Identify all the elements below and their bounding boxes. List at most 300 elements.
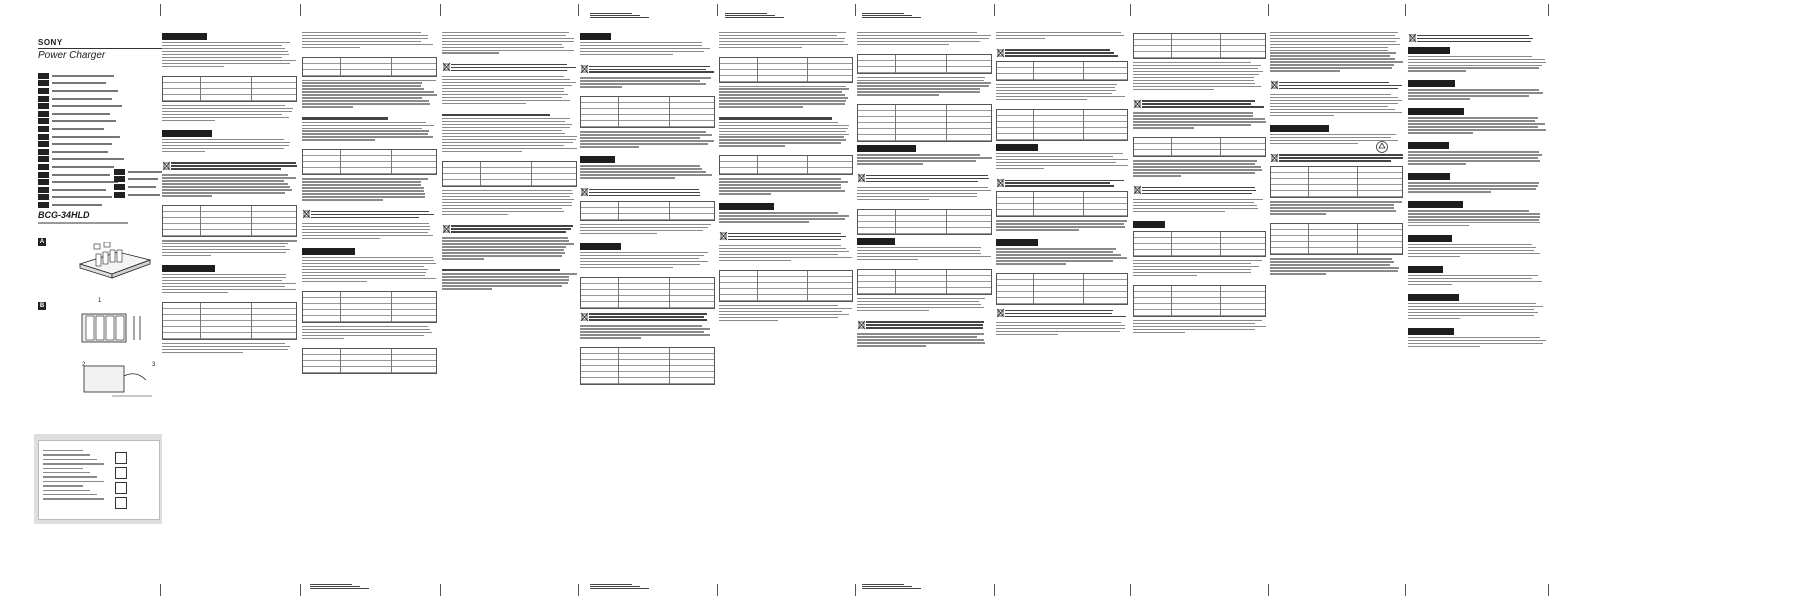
table-divider: [895, 210, 896, 234]
text-column: [442, 30, 577, 570]
warning-block: [580, 187, 715, 198]
body-text-line: [1270, 201, 1402, 202]
paragraph-gap: [1408, 166, 1546, 170]
warning-block: [1133, 185, 1266, 196]
body-text-line: [162, 54, 289, 55]
body-text-line: [719, 47, 802, 48]
body-text-line: [1408, 191, 1491, 192]
body-text-line: [857, 94, 939, 95]
body-text-line: [302, 130, 429, 131]
paragraph-gap: [1270, 276, 1403, 280]
body-text-line: [1133, 62, 1251, 63]
language-code-badge: [38, 194, 49, 200]
body-text-line: [719, 193, 771, 194]
body-text-line: [1270, 94, 1391, 95]
body-text-line: [857, 80, 984, 81]
body-text-line: [719, 218, 845, 219]
body-text-line: [580, 51, 704, 52]
warning-text: [1279, 153, 1403, 164]
section-heading-bar: [1133, 221, 1165, 228]
warning-text: [451, 62, 577, 73]
body-text-line: [162, 42, 290, 43]
body-text-line: [996, 96, 1125, 97]
body-text-line: [442, 127, 570, 128]
body-text-line: [580, 227, 708, 228]
language-code-badge: [114, 169, 125, 175]
crossed-out-wheelie-bin-icon: [1408, 33, 1417, 43]
paragraph-gap: [1133, 335, 1266, 339]
warning-text-line: [1005, 185, 1114, 186]
body-text-line: [1408, 225, 1469, 226]
body-text-line: [719, 305, 838, 306]
page-header-block: [862, 12, 932, 19]
body-text-line: [719, 38, 845, 39]
body-text-line: [719, 245, 841, 246]
warning-text-line: [589, 313, 707, 314]
table-divider: [200, 303, 201, 339]
paragraph-gap: [996, 232, 1128, 236]
warning-text-line: [1142, 187, 1255, 188]
spec-table: [857, 104, 992, 142]
spec-table-row: [858, 135, 991, 141]
body-text-line: [442, 94, 568, 95]
body-text-line: [857, 298, 985, 299]
paragraph-gap: [857, 202, 992, 206]
warning-text-line: [1417, 38, 1533, 39]
body-text-line: [1408, 210, 1529, 211]
paragraph-gap: [442, 261, 577, 265]
body-text-line: [1133, 211, 1225, 212]
spec-table: [1133, 33, 1266, 59]
body-text-line: [580, 255, 704, 256]
warning-text: [866, 173, 992, 184]
body-text-line: [1408, 56, 1532, 57]
body-text-line: [442, 44, 562, 45]
language-name-line: [128, 194, 160, 196]
table-divider: [1220, 232, 1221, 256]
table-divider: [946, 210, 947, 234]
body-text-line: [442, 35, 566, 36]
body-text-line: [857, 339, 984, 340]
warning-text-line: [171, 168, 281, 169]
body-text-line: [1133, 332, 1185, 333]
language-code-badge: [38, 149, 49, 155]
body-text-line: [1270, 97, 1398, 98]
body-text-line: [719, 131, 846, 132]
body-text-line: [302, 275, 425, 276]
warning-text-line: [728, 236, 846, 237]
section-heading-bar: [857, 145, 916, 152]
body-text-line: [302, 187, 424, 188]
section-heading-bar: [302, 248, 355, 255]
page-header-line: [862, 17, 921, 18]
warning-text-line: [1142, 106, 1264, 107]
table-divider: [391, 292, 392, 322]
body-text-line: [162, 45, 282, 46]
spec-table-row: [303, 367, 436, 373]
body-text-line: [442, 133, 565, 134]
body-text-line: [996, 257, 1127, 258]
body-text-line: [1270, 261, 1394, 262]
body-text-line: [1270, 50, 1388, 51]
spec-table-row: [303, 168, 436, 174]
crossed-out-wheelie-bin-icon: [580, 64, 589, 74]
paragraph-gap: [857, 348, 992, 352]
warning-text-line: [589, 316, 704, 317]
body-text-line: [857, 77, 985, 78]
body-text-line: [302, 193, 425, 194]
spec-table-row: [1134, 150, 1265, 156]
body-text-line: [719, 91, 842, 92]
paragraph-gap: [1408, 287, 1546, 291]
language-code-badge: [114, 192, 125, 198]
fold-mark-top: [717, 4, 718, 16]
body-text-line: [162, 183, 288, 184]
warning-text-line: [1005, 182, 1110, 183]
section-heading-bar: [580, 33, 611, 40]
paragraph-gap: [1408, 349, 1546, 353]
body-text-line: [996, 32, 1121, 33]
text-column: [1408, 30, 1546, 570]
warning-text-line: [1005, 55, 1118, 56]
page-header-line: [590, 13, 632, 14]
warning-text: [1279, 80, 1403, 91]
body-text-line: [1270, 134, 1396, 135]
crossed-out-wheelie-bin-icon: [1133, 99, 1142, 109]
warning-text-line: [866, 178, 989, 179]
body-text-line: [1408, 62, 1546, 63]
body-text-line: [162, 249, 290, 250]
body-text-line: [1133, 86, 1261, 87]
table-divider: [1033, 110, 1034, 140]
body-text-line: [442, 258, 484, 259]
body-text-line: [1408, 160, 1540, 161]
language-code-badge: [38, 73, 49, 79]
body-text-line: [162, 195, 212, 196]
language-name-line: [52, 143, 112, 145]
warning-text-line: [1005, 180, 1124, 181]
warning-text: [589, 187, 715, 198]
callout-2: 2: [82, 362, 86, 368]
label-text-line: [43, 498, 104, 499]
warning-text-line: [1279, 154, 1403, 155]
body-text-line: [1270, 44, 1400, 45]
spec-table-row: [581, 214, 714, 220]
body-text-line: [1133, 326, 1266, 327]
body-text-line: [580, 165, 700, 166]
section-heading-bar: [1408, 294, 1459, 301]
page-header-line: [310, 586, 360, 587]
body-text-line: [302, 338, 344, 339]
label-text-line: [43, 459, 97, 460]
page-header-line: [310, 584, 352, 585]
body-text-line: [162, 180, 284, 181]
body-text-line: [302, 226, 430, 227]
label-text-line: [43, 490, 90, 491]
body-text-line: [442, 249, 564, 250]
body-text-line: [162, 174, 288, 175]
body-text-line: [1133, 260, 1262, 261]
language-code-badge: [38, 164, 49, 170]
body-text-line: [302, 260, 434, 261]
body-text-line: [719, 254, 838, 255]
copyright-line: [38, 222, 128, 224]
paragraph-gap: [162, 295, 297, 299]
spec-table: [580, 277, 715, 309]
paragraph-gap: [1133, 278, 1266, 282]
paragraph-gap: [302, 241, 437, 245]
body-text-line: [719, 251, 849, 252]
text-column: [1133, 30, 1266, 570]
body-text-line: [1133, 89, 1214, 90]
spec-table-row: [997, 210, 1127, 216]
body-text-line: [1408, 247, 1536, 248]
paragraph-gap: [1133, 130, 1266, 134]
paragraph-gap: [1408, 228, 1546, 232]
body-text-line: [162, 292, 228, 293]
body-text-line: [1133, 124, 1251, 125]
body-text-line: [1408, 343, 1543, 344]
paragraph-gap: [302, 284, 437, 288]
body-text-line: [719, 86, 846, 87]
body-text-line: [1408, 219, 1539, 220]
fold-mark-bottom: [160, 584, 161, 596]
spec-table-row: [997, 298, 1127, 304]
label-text-line: [43, 468, 83, 469]
section-heading-bar: [1408, 201, 1463, 208]
section-heading-bar: [580, 156, 615, 163]
warning-text: [451, 224, 577, 235]
table-divider: [807, 156, 808, 174]
language-name-line: [52, 151, 108, 153]
page-header-block: [590, 12, 660, 19]
warning-text-line: [589, 66, 710, 67]
callout-1: 1: [98, 298, 102, 304]
language-name-line: [52, 82, 106, 84]
body-text-line: [442, 50, 574, 51]
body-text-line: [1408, 98, 1470, 99]
body-text-line: [162, 280, 282, 281]
body-text-line: [857, 160, 976, 161]
body-text-line: [580, 264, 700, 265]
body-text-line: [857, 345, 926, 346]
body-text-line: [580, 325, 702, 326]
body-text-line: [302, 133, 428, 134]
paragraph-gap: [302, 109, 437, 113]
body-text-line: [442, 124, 572, 125]
section-heading-bar: [162, 265, 215, 272]
fold-mark-bottom: [440, 584, 441, 596]
body-text-line: [857, 193, 977, 194]
spec-table-row: [858, 288, 991, 294]
warning-block: [996, 308, 1128, 319]
body-text-line: [442, 118, 570, 119]
section-heading-bar: [1408, 142, 1449, 149]
body-text-line: [996, 220, 1127, 221]
body-text-line: [1408, 65, 1542, 66]
language-name-line: [52, 105, 122, 107]
text-column: [162, 30, 297, 570]
body-text-line: [302, 85, 421, 86]
warning-text-line: [311, 211, 429, 212]
body-text-line: [719, 190, 845, 191]
spec-table-row: [303, 70, 436, 76]
section-heading-bar: [580, 243, 621, 250]
body-text-line: [580, 334, 710, 335]
body-text-line: [442, 52, 499, 53]
language-code-badge: [38, 118, 49, 124]
paragraph-gap: [719, 263, 853, 267]
language-code-badge: [114, 184, 125, 190]
fold-mark-top: [300, 4, 301, 16]
spec-table: [302, 57, 437, 77]
table-divider: [757, 156, 758, 174]
language-code-badge: [38, 179, 49, 185]
body-text-line: [1408, 306, 1543, 307]
body-text-line: [302, 100, 429, 101]
body-text-line: [162, 352, 243, 353]
body-text-line: [302, 32, 421, 33]
language-row: [114, 183, 162, 191]
body-text-line: [1133, 121, 1266, 122]
body-text-line: [162, 283, 296, 284]
body-text-line: [162, 346, 290, 347]
body-text-line: [580, 177, 675, 178]
body-text-line: [857, 154, 980, 155]
table-divider: [200, 206, 201, 236]
table-divider: [391, 150, 392, 174]
body-text-line: [580, 233, 657, 234]
body-text-line: [442, 282, 568, 283]
body-text-line: [996, 229, 1079, 230]
body-text-line: [442, 252, 565, 253]
paragraph-gap: [1408, 101, 1546, 105]
body-text-line: [1133, 208, 1258, 209]
warning-text-line: [866, 324, 983, 325]
body-text-line: [996, 99, 1087, 100]
warning-block: [162, 161, 297, 172]
body-text-line: [857, 41, 980, 42]
spec-table-row: [581, 302, 714, 308]
body-text-line: [162, 286, 285, 287]
paragraph-gap: [996, 337, 1128, 341]
body-text-line: [1133, 163, 1255, 164]
body-text-line: [442, 130, 562, 131]
body-text-line: [1270, 270, 1398, 271]
spec-label-area: [38, 440, 160, 520]
warning-text-line: [589, 69, 706, 70]
body-text-line: [1408, 89, 1539, 90]
body-text-line: [1270, 52, 1396, 53]
table-divider: [340, 292, 341, 322]
body-text-line: [1408, 213, 1540, 214]
crossed-out-wheelie-bin-icon: [719, 231, 728, 241]
label-text-line: [43, 481, 104, 482]
page-header-line: [862, 588, 921, 589]
warning-text: [1005, 178, 1128, 189]
body-text-line: [580, 45, 702, 46]
spec-table-row: [720, 295, 852, 301]
body-text-line: [162, 105, 285, 106]
language-name-line: [52, 189, 106, 191]
paragraph-gap: [442, 291, 577, 295]
body-text-line: [719, 103, 845, 104]
language-row: [114, 176, 162, 184]
language-name-line: [52, 120, 116, 122]
body-text-line: [857, 333, 984, 334]
language-name-line: [52, 204, 102, 206]
body-text-line: [302, 82, 422, 83]
body-text-line: [442, 121, 565, 122]
table-divider: [391, 349, 392, 373]
body-text-line: [719, 41, 844, 42]
section-a-label: A: [39, 239, 45, 245]
warning-text-line: [171, 162, 296, 163]
spec-table-row: [997, 134, 1127, 140]
paragraph-gap: [580, 89, 715, 93]
text-column: [302, 30, 437, 570]
warning-text-line: [451, 231, 566, 232]
warning-block: [1270, 80, 1403, 91]
body-text-line: [1270, 137, 1391, 138]
body-text-line: [442, 41, 574, 42]
body-text-line: [162, 114, 282, 115]
body-text-line: [719, 125, 849, 126]
body-text-line: [162, 277, 286, 278]
table-divider: [757, 271, 758, 301]
table-divider: [340, 58, 341, 76]
page-header-line: [862, 15, 912, 16]
language-name-line: [52, 174, 110, 176]
spec-table: [580, 201, 715, 221]
crossed-out-wheelie-bin-icon: [442, 224, 451, 234]
crossed-out-wheelie-bin-icon: [1133, 185, 1142, 195]
spec-table: [162, 76, 297, 102]
body-text-line: [580, 131, 706, 132]
body-text-line: [1133, 172, 1255, 173]
body-text-line: [162, 60, 296, 61]
paragraph-gap: [162, 69, 297, 73]
fold-mark-bottom: [1405, 584, 1406, 596]
body-text-line: [1270, 64, 1394, 65]
table-divider: [1308, 167, 1309, 197]
table-divider: [1171, 34, 1172, 58]
spec-table-row: [1271, 248, 1402, 254]
body-text-line: [162, 57, 282, 58]
body-text-line: [1270, 70, 1340, 71]
paragraph-gap: [162, 355, 297, 359]
warning-text-line: [866, 327, 983, 328]
paragraph-gap: [442, 55, 577, 59]
language-code-badge: [38, 141, 49, 147]
body-text-line: [442, 205, 572, 206]
body-text-line: [162, 186, 290, 187]
body-text-line: [1270, 143, 1358, 144]
body-text-line: [580, 42, 702, 43]
body-text-line: [996, 223, 1124, 224]
fold-mark-bottom: [994, 584, 995, 596]
warning-text: [589, 312, 715, 323]
section-heading-bar: [162, 33, 207, 40]
label-text-line: [43, 454, 90, 455]
body-text-line: [1408, 67, 1539, 68]
body-text-line: [996, 87, 1115, 88]
body-text-line: [996, 38, 1045, 39]
body-text-line: [580, 48, 710, 49]
spec-table-row: [443, 180, 576, 186]
table-divider: [946, 270, 947, 294]
body-text-line: [1133, 112, 1253, 113]
